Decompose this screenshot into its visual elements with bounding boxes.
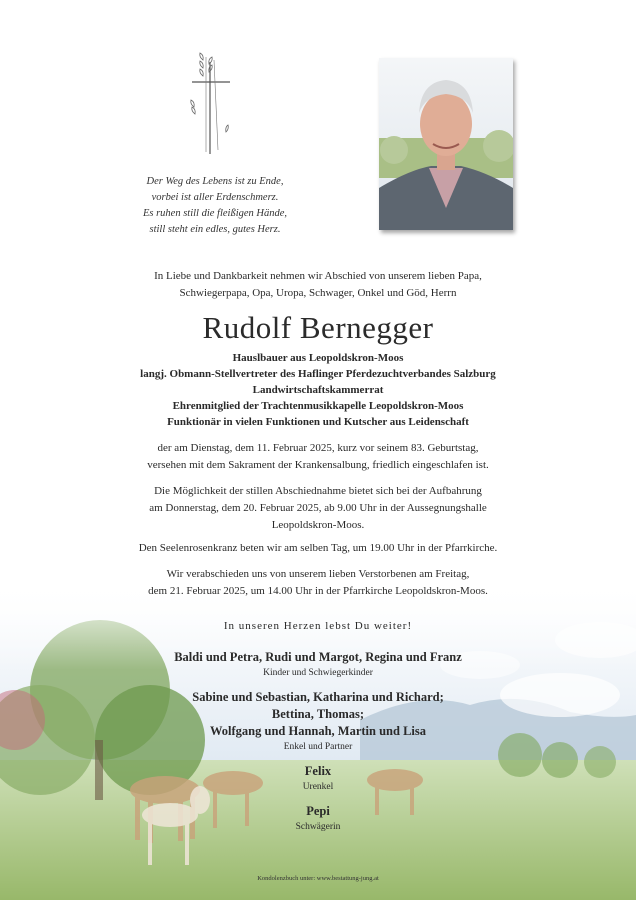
mourner-names: Baldi und Petra, Rudi und Margot, Regina und Franz <box>174 650 462 664</box>
mourners-list <box>0 649 636 843</box>
paragraph-line: Den Seelenrosenkranz beten wir am selben Tag, um 19.00 Uhr in der Pfarrkirche. <box>138 542 498 554</box>
motto: In unseren Herzen lebst Du weiter! <box>223 620 413 632</box>
title-line: Landwirtschaftskammerrat <box>252 384 384 396</box>
title-line: Funktionär in vielen Funktionen und Kutscher aus Leidenschaft <box>167 416 469 428</box>
poem <box>118 174 312 238</box>
death-notice-paragraph <box>0 440 636 474</box>
paragraph-line: der am Dienstag, dem 11. Februar 2025, kurz vor seinem 83. Geburtstag, <box>157 442 479 454</box>
intro-line: In Liebe und Dankbarkeit nehmen wir Abschied von unserem lieben Papa, <box>154 270 482 282</box>
paragraph-line: Die Möglichkeit der stillen Abschiednahme bietet sich bei der Aufbahrung <box>154 485 482 497</box>
mourner-relation: Schwägerin <box>295 822 341 832</box>
mourner-relation: Urenkel <box>302 782 334 792</box>
mourner-names: Bettina, Thomas; <box>271 707 365 721</box>
portrait-photo <box>379 58 513 230</box>
intro-line: Schwiegerpapa, Opa, Uropa, Schwager, Onkel und Göd, Herrn <box>179 287 457 299</box>
viewing-paragraph <box>0 483 636 534</box>
intro-text <box>0 268 636 302</box>
mourner-names: Wolfgang und Hannah, Martin und Lisa <box>209 724 427 738</box>
cross-with-wheat-icon <box>186 52 236 157</box>
title-line: langj. Obmann-Stellvertreter des Haflinger Pferdezuchtverbandes Salzburg <box>140 368 496 380</box>
deceased-titles <box>0 350 636 430</box>
deceased-name: Rudolf Bernegger <box>202 310 434 345</box>
poem-line: still steht ein edles, gutes Herz. <box>149 224 281 235</box>
mourner-names: Sabine und Sebastian, Katharina und Richard; <box>192 690 444 704</box>
paragraph-line: dem 21. Februar 2025, um 14.00 Uhr in der Pfarrkirche Leopoldskron-Moos. <box>148 585 488 597</box>
funeral-paragraph <box>0 566 636 600</box>
title-line: Ehrenmitglied der Trachtenmusikkapelle Leopoldskron-Moos <box>172 400 464 412</box>
poem-line: Es ruhen still die fleißigen Hände, <box>142 208 288 219</box>
rosary-paragraph <box>0 540 636 557</box>
paragraph-line: Leopoldskron-Moos. <box>271 519 365 531</box>
mourner-names: Pepi <box>306 804 330 818</box>
mourner-relation: Kinder und Schwiegerkinder <box>263 668 373 678</box>
paragraph-line: am Donnerstag, dem 20. Februar 2025, ab 9.00 Uhr in der Aussegnungshalle <box>149 502 487 514</box>
poem-line: vorbei ist aller Erdenschmerz. <box>151 192 279 203</box>
title-line: Hauslbauer aus Leopoldskron-Moos <box>232 352 404 364</box>
paragraph-line: Wir verabschieden uns von unserem lieben Verstorbenen am Freitag, <box>166 568 470 580</box>
mourner-relation: Enkel und Partner <box>283 742 353 752</box>
poem-line: Der Weg des Lebens ist zu Ende, <box>146 176 284 187</box>
mourner-names: Felix <box>304 764 332 778</box>
paragraph-line: versehen mit dem Sakrament der Krankensalbung, friedlich eingeschlafen ist. <box>147 459 489 471</box>
condolence-footer: Kondolenzbuch unter: www.bestattung-jung.at <box>257 875 379 882</box>
